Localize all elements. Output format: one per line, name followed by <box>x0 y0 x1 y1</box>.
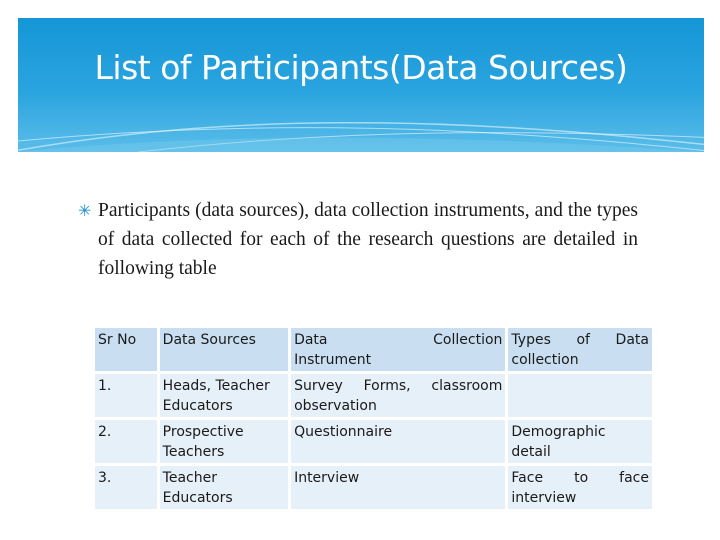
header-types-line-2: collection <box>511 352 579 368</box>
row-3-types-word-2: to <box>574 470 589 486</box>
row-1-instrument-word-2: Forms, <box>363 378 411 394</box>
slide-title: List of Participants(Data Sources) <box>94 48 628 87</box>
header-types-word-1: Types <box>511 332 551 348</box>
row-2-source-line-2: Teachers <box>162 444 225 460</box>
row-1-instrument-line-2: observation <box>294 398 377 414</box>
row-3-types <box>508 466 652 509</box>
row-1-source <box>160 374 288 417</box>
row-2-sr-no: 2. <box>95 420 157 463</box>
table-header-row <box>95 328 652 371</box>
row-1-instrument-word-1: Survey <box>294 378 343 394</box>
row-3-types-word-3: face <box>619 470 649 486</box>
header-data-sources: Data Sources <box>160 328 288 371</box>
row-2-types <box>508 420 652 463</box>
row-2-source <box>160 420 288 463</box>
row-2-instrument: Questionnaire <box>291 420 505 463</box>
row-2-source-line-1: Prospective <box>162 424 244 440</box>
header-sr-no: Sr No <box>95 328 157 371</box>
header-types-word-3: Data <box>615 332 649 348</box>
table-row <box>95 420 652 463</box>
header-instrument-line-2: Instrument <box>294 352 372 368</box>
row-3-source <box>160 466 288 509</box>
row-1-source-line-1: Heads, Teacher <box>162 378 270 394</box>
row-1-source-line-2: Educators <box>162 398 233 414</box>
header-instrument-word-1: Data <box>294 332 328 348</box>
table-row <box>95 374 652 417</box>
header-types <box>508 328 652 371</box>
row-1-instrument-word-3: classroom <box>431 378 503 394</box>
row-3-types-word-1: Face <box>511 470 544 486</box>
row-3-instrument: Interview <box>291 466 505 509</box>
header-types-word-2: of <box>576 332 590 348</box>
row-3-source-line-1: Teacher <box>162 470 217 486</box>
table-row <box>95 466 652 509</box>
row-3-types-line-2: interview <box>511 490 577 506</box>
row-2-types-line-1: Demographic <box>511 424 606 440</box>
row-1-sr-no: 1. <box>95 374 157 417</box>
row-2-types-line-2: detail <box>511 444 551 460</box>
header-instrument-word-2: Collection <box>433 332 503 348</box>
row-1-types <box>508 374 652 417</box>
title-banner <box>18 18 704 152</box>
asterisk-bullet-icon: ✳ <box>78 201 92 220</box>
row-3-source-line-2: Educators <box>162 490 233 506</box>
header-instrument <box>291 328 505 371</box>
row-3-sr-no: 3. <box>95 466 157 509</box>
bullet-paragraph: Participants (data sources), data collection instruments, and the types of data collected for each of the research questions are detailed in following table <box>98 200 638 279</box>
participants-table <box>92 325 655 512</box>
row-1-instrument <box>291 374 505 417</box>
